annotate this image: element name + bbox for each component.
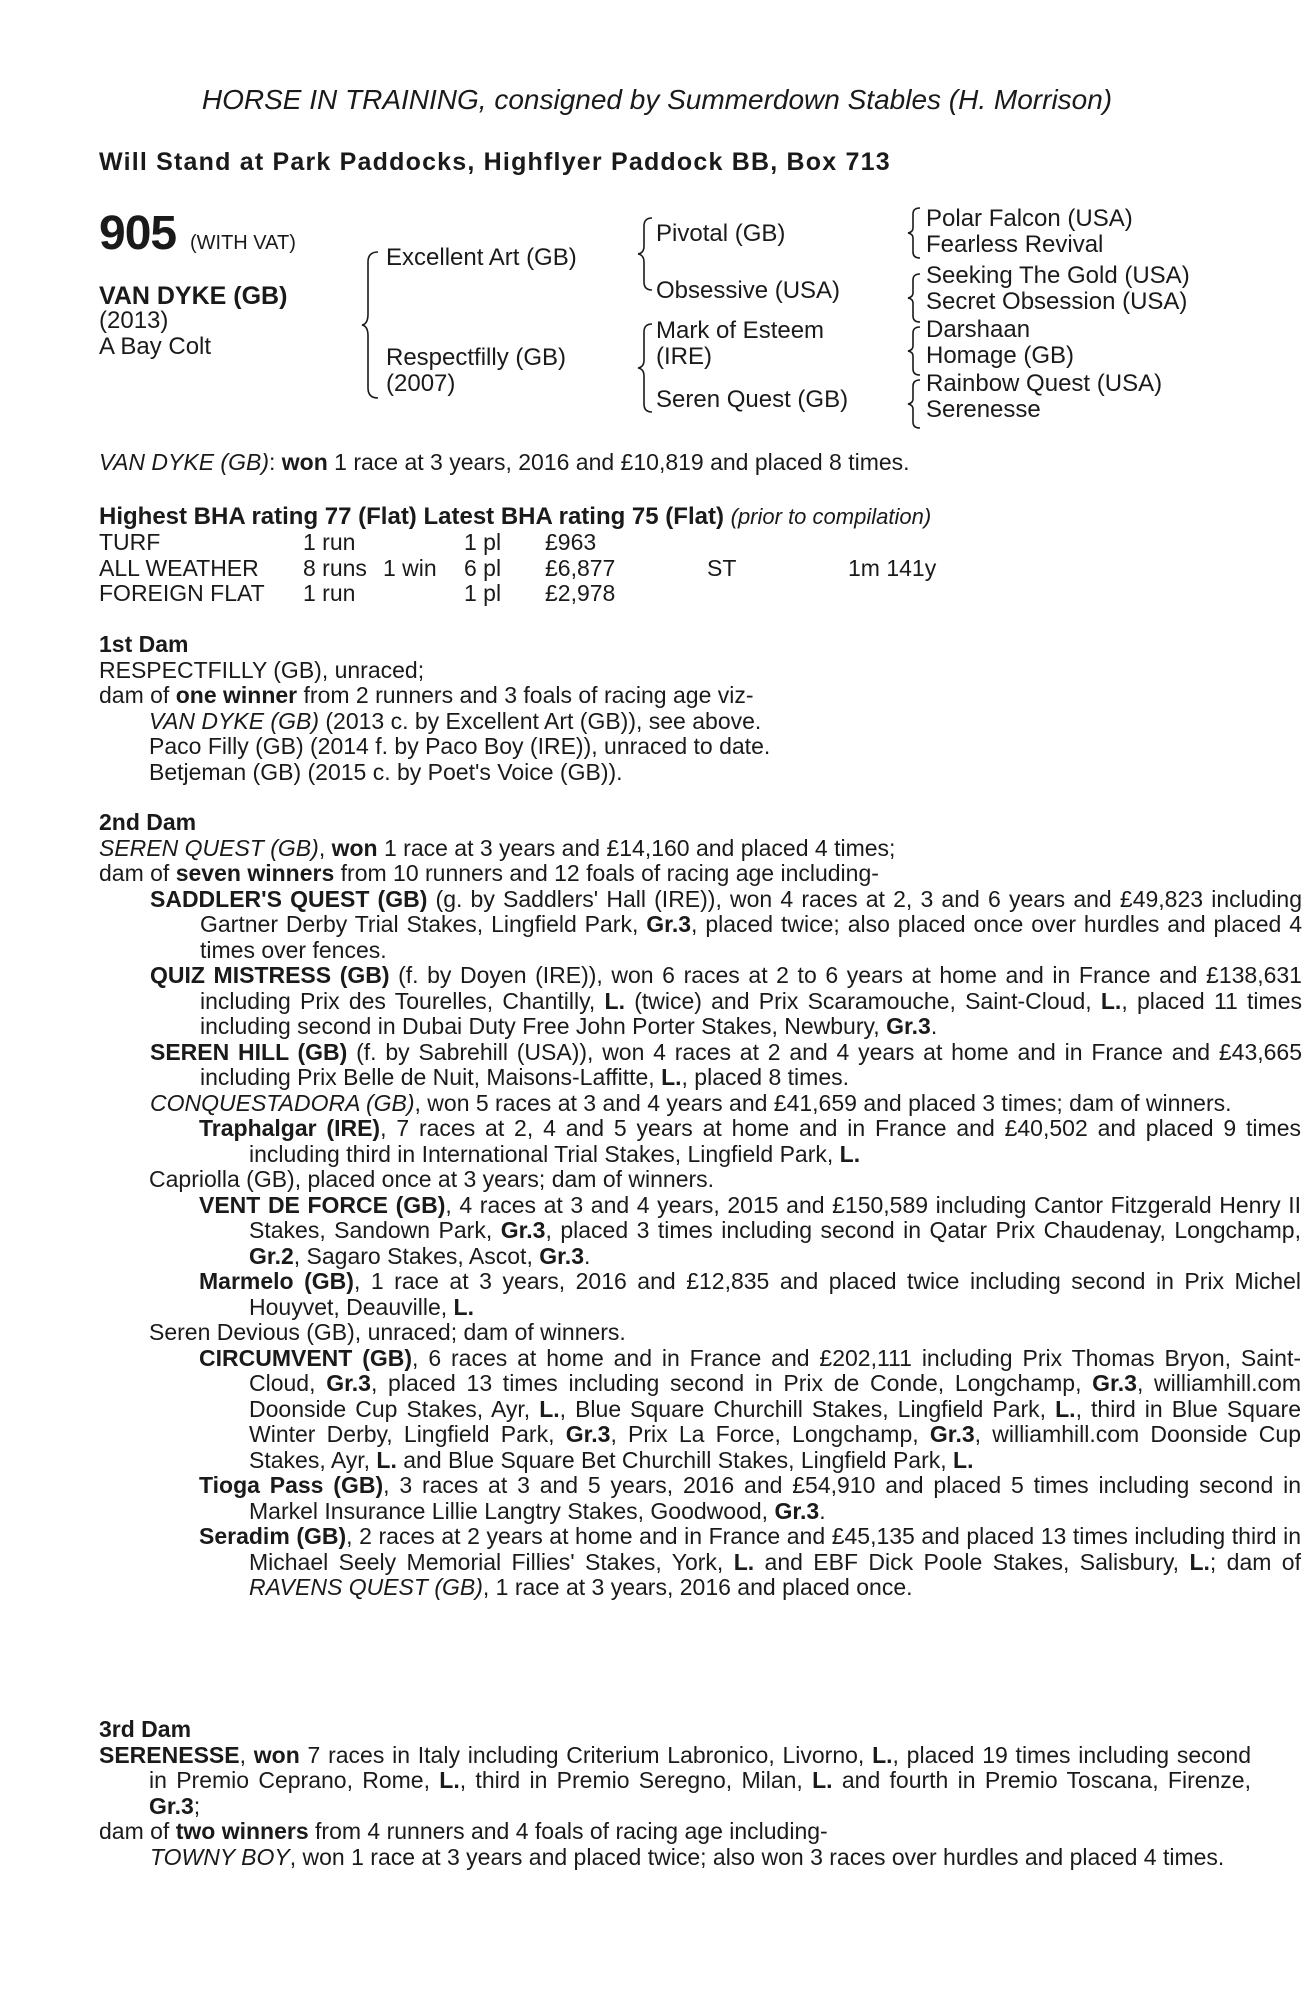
race-record-row	[99, 581, 1199, 607]
listed: L.	[661, 1064, 682, 1090]
page-title: HORSE IN TRAINING, consigned by Summerdown Stables (H. Morrison)	[201, 84, 1113, 115]
produce-towny-boy	[99, 1845, 1302, 1871]
text-span: , 3 races at 3 and 5 years, 2016 and £54,910 and placed 5 times including second in Markel Insurance Lillie Langtry Stakes, Goodwood,	[249, 1472, 1301, 1524]
text-span: ; dam of	[1209, 1548, 1301, 1575]
record-going: ST	[707, 554, 737, 581]
text-span: from 10 runners and 12 foals of racing age including-	[334, 860, 879, 886]
produce-name: QUIZ MISTRESS (GB)	[150, 962, 390, 988]
produce-item	[99, 709, 770, 735]
text-span: .	[930, 1013, 938, 1039]
grade: Gr.3	[886, 1013, 931, 1039]
race-record-row	[99, 530, 1199, 556]
first-dam-heading: 1st Dam	[99, 631, 189, 657]
first-dam-section	[99, 632, 770, 785]
text-span: , won 5 races at 3 and 4 years and £41,659 and placed 3 times; dam of winners.	[414, 1089, 1232, 1116]
pedigree-g6: Homage (GB)	[926, 342, 1075, 369]
produce-seren-devious: Seren Devious (GB), unraced; dam of winners.	[149, 1319, 626, 1345]
text-span: 1 race at 3 years and £14,160 and placed 4 times;	[377, 834, 896, 861]
text-span: and Blue Square Bet Churchill Stakes, Lingfield Park,	[396, 1446, 954, 1473]
pedigree-g7: Rainbow Quest (USA)	[926, 370, 1163, 397]
text-span: , placed 19 times including second in Premio Ceprano, Rome,	[149, 1741, 1251, 1793]
ratings-heading	[99, 504, 931, 530]
listed: L.	[872, 1741, 893, 1768]
listed: L.	[733, 1548, 755, 1575]
pedigree-sire-dam: Obsessive (USA)	[656, 277, 841, 304]
text-span: and fourth in Premio Toscana, Firenze,	[832, 1767, 1251, 1793]
produce-saddlers-quest	[99, 887, 1302, 964]
stand-location: Will Stand at Park Paddocks, Highflyer Paddock BB, Box 713	[99, 148, 891, 176]
grade: Gr.3	[774, 1497, 820, 1524]
text-span: , Blue Square Churchill Stakes, Lingfield Park,	[559, 1395, 1056, 1422]
produce-circumvent	[99, 1346, 1301, 1474]
text-span: , third in Premio Seregno, Milan,	[459, 1767, 813, 1793]
text-span: (f. by Sabrehill (USA)), won 4 races at 2 and 4 years at home and in France and £43,665 including Prix Belle de Nuit, Maisons-Laffitte,	[200, 1038, 1303, 1090]
record-runs: 1 run	[303, 529, 356, 555]
pedigree-brace-main	[360, 250, 380, 400]
produce-quiz-mistress	[99, 963, 1302, 1040]
produce-item: Betjeman (GB) (2015 c. by Poet's Voice (GB)).	[149, 758, 623, 785]
pedigree-dam: Respectfilly (GB)	[386, 344, 567, 371]
text-span: , 6 races at home and in France and £202,111 including Prix Thomas Bryon, Saint-Cloud,	[249, 1344, 1301, 1396]
text-span: , placed twice; also placed once over hurdles and placed 4 times over fences.	[200, 911, 1302, 963]
summary-colon: :	[268, 449, 276, 475]
listed: L.	[439, 1767, 460, 1793]
produce-vent-de-force	[99, 1193, 1301, 1270]
text-span: , placed 13 times including second in Prix de Conde, Longchamp,	[370, 1370, 1093, 1396]
pedigree-g5: Darshaan	[926, 316, 1031, 343]
text-span: from 4 runners and 4 foals of racing age including-	[308, 1818, 828, 1844]
produce-marmelo	[99, 1269, 1301, 1320]
produce-name: Traphalgar (IRE)	[199, 1115, 381, 1141]
text-span: from 2 runners and 3 foals of racing age viz-	[297, 682, 754, 708]
horse-name: VAN DYKE (GB)	[99, 282, 288, 310]
produce-name: CIRCUMVENT (GB)	[199, 1344, 413, 1371]
race-record-table	[99, 530, 1199, 610]
pedigree-sire-sire: Pivotal (GB)	[656, 220, 786, 247]
third-dam-heading: 3rd Dam	[99, 1716, 192, 1742]
produce-name: VENT DE FORCE (GB)	[199, 1191, 446, 1218]
grade: Gr.3	[500, 1217, 546, 1243]
lot-number: 905	[99, 207, 177, 260]
produce-name: CONQUESTADORA (GB)	[150, 1089, 415, 1116]
listed: L.	[1055, 1395, 1076, 1422]
text-span: ,	[318, 834, 332, 861]
record-places: 1 pl	[464, 580, 502, 606]
text-span: , williamhill.com Doonside Cup Stakes, Ayr,	[249, 1421, 1301, 1473]
pedigree-g4: Secret Obsession (USA)	[926, 288, 1188, 315]
grade: Gr.3	[149, 1792, 194, 1819]
pedigree-brace-dam	[636, 322, 654, 414]
text-span: , Prix La Force, Longchamp,	[610, 1421, 930, 1447]
produce-name: TOWNY BOY	[150, 1843, 290, 1870]
text-span: ,	[239, 1741, 254, 1768]
record-prize: £963	[545, 529, 597, 555]
summary-won: won	[281, 449, 328, 475]
text-span: (f. by Doyen (IRE)), won 6 races at 2 to 6 years at home and in France and £138,631 including Prix des Tourelles, Chantilly,	[200, 962, 1302, 1014]
text-span: , 1 race at 3 years, 2016 and £12,835 and placed twice including second in Prix Michel Houyvet, Deauville,	[249, 1268, 1301, 1320]
produce-traphalgar	[99, 1116, 1301, 1167]
text-span: .	[584, 1242, 591, 1269]
won-label: won	[253, 1741, 300, 1768]
text-span: , won 1 race at 3 years and placed twice; also won 3 races over hurdles and placed 4 times.	[289, 1843, 1225, 1870]
produce-tioga-pass	[99, 1473, 1301, 1524]
race-summary	[99, 450, 910, 476]
record-surface: FOREIGN FLAT	[99, 580, 265, 606]
pedigree-brace-g4	[906, 378, 922, 430]
listed: L.	[376, 1446, 397, 1473]
lot-vat: (WITH VAT)	[190, 232, 296, 254]
grade: Gr.3	[539, 1242, 584, 1269]
pedigree-g1: Polar Falcon (USA)	[926, 205, 1133, 232]
pedigree-dam-year: (2007)	[386, 370, 456, 397]
text-span: dam of	[99, 1818, 176, 1844]
record-places: 6 pl	[464, 554, 502, 581]
grade: Gr.3	[565, 1421, 611, 1447]
grade: Gr.3	[646, 911, 692, 937]
produce-item: Paco Filly (GB) (2014 f. by Paco Boy (IRE)), unraced to date.	[149, 733, 771, 759]
text-span: and EBF Dick Poole Stakes, Salisbury,	[754, 1548, 1190, 1575]
two-winners: two winners	[175, 1818, 309, 1844]
produce-name: Seradim (GB)	[199, 1523, 347, 1549]
dam-name: SERENESSE	[99, 1741, 240, 1768]
text-span: (twice) and Prix Scaramouche, Saint-Cloud,	[624, 987, 1101, 1014]
text-span: (2013 c. by Excellent Art (GB)), see above.	[318, 707, 762, 734]
record-runs: 1 run	[303, 580, 356, 606]
produce-name: Tioga Pass (GB)	[199, 1472, 384, 1498]
grade: Gr.3	[1092, 1370, 1137, 1396]
text-span: , placed 3 times including second in Qatar Prix Chaudenay, Longchamp,	[545, 1217, 1301, 1243]
text-span: .	[819, 1497, 826, 1524]
pedigree-brace-g1	[906, 206, 922, 260]
record-surface: TURF	[99, 529, 161, 555]
text-span: dam of	[99, 860, 176, 886]
produce-name: SEREN HILL (GB)	[150, 1038, 348, 1065]
third-dam-produce-line	[99, 1819, 1302, 1845]
record-distance: 1m 141y	[848, 554, 937, 581]
pedigree-brace-g3	[906, 325, 922, 377]
seven-winners: seven winners	[175, 860, 335, 886]
produce-conquestadora	[99, 1091, 1302, 1117]
record-wins: 1 win	[383, 554, 437, 581]
pedigree-dam-dam: Seren Quest (GB)	[656, 386, 849, 413]
one-winner: one winner	[175, 682, 298, 708]
third-dam-record	[99, 1743, 1251, 1820]
second-dam-section	[99, 810, 1302, 1601]
grade: Gr.3	[326, 1370, 371, 1396]
first-dam-produce-line	[99, 683, 770, 709]
listed: L.	[839, 1140, 861, 1167]
listed: L.	[1100, 987, 1122, 1014]
pedigree-dam-sire-country: (IRE)	[656, 343, 712, 370]
text-span: 7 races in Italy including Criterium Labronico, Livorno,	[299, 1741, 873, 1768]
produce-seradim	[99, 1524, 1301, 1601]
ratings-bold: Highest BHA rating 77 (Flat) Latest BHA rating 75 (Flat)	[99, 503, 724, 530]
second-dam-line	[99, 836, 1302, 862]
text-span: dam of	[99, 682, 176, 708]
text-span: , 1 race at 3 years, 2016 and placed once.	[482, 1574, 913, 1600]
text-span: , placed 8 times.	[681, 1064, 849, 1090]
second-dam-produce-line	[99, 861, 1302, 887]
race-record-row	[99, 556, 1199, 582]
text-span: , williamhill.com Doonside Cup Stakes, Ayr,	[249, 1370, 1301, 1422]
pedigree-brace-sire	[636, 216, 654, 292]
text-span: , placed 11 times including second in Dubai Duty Free John Porter Stakes, Newbury,	[200, 987, 1302, 1039]
listed: L.	[812, 1767, 833, 1793]
second-dam-heading: 2nd Dam	[99, 809, 197, 835]
pedigree-g3: Seeking The Gold (USA)	[926, 262, 1190, 289]
summary-text: 1 race at 3 years, 2016 and £10,819 and placed 8 times.	[334, 449, 910, 475]
pedigree-g2: Fearless Revival	[926, 231, 1104, 258]
record-places: 1 pl	[464, 529, 502, 555]
record-prize: £6,877	[545, 554, 616, 581]
text-span: (g. by Saddlers' Hall (IRE)), won 4 races at 2, 3 and 6 years and £49,823 including Gartner Derby Trial Stakes, Lingfield Park,	[200, 885, 1302, 937]
produce-capriolla: Capriolla (GB), placed once at 3 years; dam of winners.	[149, 1166, 715, 1192]
record-prize: £2,978	[545, 580, 616, 606]
record-runs: 8 runs	[303, 554, 367, 581]
pedigree-brace-g2	[906, 272, 922, 324]
first-dam-line: RESPECTFILLY (GB), unraced;	[99, 656, 425, 683]
listed: L.	[1189, 1548, 1210, 1575]
produce-name: Marmelo (GB)	[199, 1268, 354, 1294]
record-surface: ALL WEATHER	[99, 554, 259, 581]
text-span: , Sagaro Stakes, Ascot,	[293, 1242, 540, 1269]
produce-name: VAN DYKE (GB)	[149, 707, 319, 734]
dam-name: SEREN QUEST (GB)	[99, 834, 319, 861]
listed: L.	[953, 1446, 974, 1473]
text-span: , third in Blue Square Winter Derby, Lingfield Park,	[249, 1395, 1302, 1447]
ratings-note: (prior to compilation)	[730, 504, 932, 529]
text-span: ;	[193, 1792, 201, 1819]
summary-horse-name: VAN DYKE (GB)	[99, 449, 269, 475]
horse-year: (2013)	[99, 307, 169, 334]
produce-name: RAVENS QUEST (GB)	[249, 1574, 483, 1600]
listed: L.	[539, 1395, 560, 1422]
horse-description: A Bay Colt	[99, 333, 212, 360]
text-span: , 7 races at 2, 4 and 5 years at home and in France and £40,502 and placed 9 times including third in International Trial Stakes, Lingfield Park,	[249, 1115, 1301, 1167]
pedigree-sire: Excellent Art (GB)	[386, 244, 577, 271]
listed: L.	[453, 1293, 474, 1320]
produce-seren-hill	[99, 1040, 1302, 1091]
pedigree-g8: Serenesse	[926, 396, 1041, 423]
produce-name: SADDLER'S QUEST (GB)	[150, 885, 428, 912]
won-label: won	[331, 834, 378, 861]
listed: L.	[604, 987, 625, 1014]
grade: Gr.3	[929, 1421, 975, 1447]
pedigree-dam-sire: Mark of Esteem	[656, 317, 825, 344]
grade: Gr.2	[249, 1242, 294, 1269]
text-span: , 2 races at 2 years at home and in France and £45,135 and placed 13 times including third in Michael Seely Memorial Fillies' Stakes, York,	[249, 1523, 1301, 1575]
text-span: , 4 races at 3 and 4 years, 2015 and £150,589 including Cantor Fitzgerald Henry II Stakes, Sandown Park,	[249, 1191, 1301, 1243]
third-dam-section	[99, 1717, 1302, 1870]
